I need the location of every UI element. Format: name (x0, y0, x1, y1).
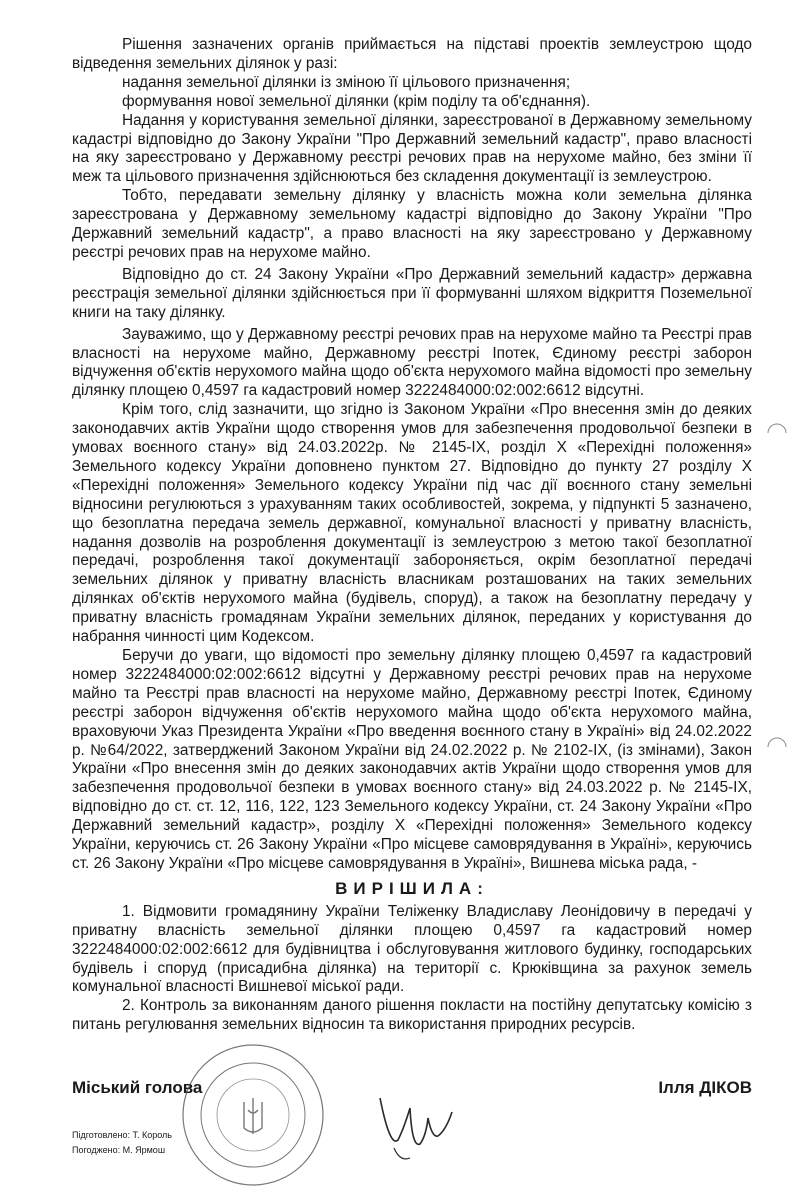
paragraph: Надання у користування земельної ділянки, зареєстрованої в Державному земельному кадастрі відповідно до Закону України "Про Державний земельний кадастр", право власності на яку зареєстровано у Державному реєстрі речових прав на нерухоме майно, без зміни її меж та цільового призначення здійснюються без складення документації із землеустрою. (72, 111, 752, 186)
paragraph: Тобто, передавати земельну ділянку у власність можна коли земельна ділянка зареєстрована у Державному земельному кадастрі відповідно до Закону України "Про Державний земельний кадастр", а право власності на яку зареєстровано у Державному реєстрі речових прав на нерухоме майно. (72, 187, 752, 261)
list-item: надання земельної ділянки із зміною її цільового призначення; (122, 73, 571, 91)
prepared-block (72, 1128, 172, 1158)
paragraph: Рішення зазначених органів приймається на підставі проектів землеустрою щодо відведення земельних ділянок у разі: (72, 36, 752, 72)
punch-hole-icon (762, 418, 792, 448)
paragraph: Беручи до уваги, що відомості про земельну ділянку площею 0,4597 га кадастровий номер 3222484000:02:002:6612 відсутні у Державному реєстрі речових прав на нерухоме майно та Реєстрі прав власності на нерухоме майно, Державному реєстрі Іпотек, Єдиному реєстрі заборон відчуження об'єктів нерухомого майна щодо об'єкта нерухомого майна, враховуючи Указ Президента України «Про введення воєнного стану в Україні» від 24.02.2022 р. №64/2022, затверджений Законом України від 24.02.2022 р. № 2102-IX, (із змінами), Закон України «Про внесення змін до деяких законодавчих актів України щодо створення умов для забезпечення продовольчої безпеки в умовах воєнного стану» від 24.03.2022 р. № 2145-IX, відповідно до ст. ст. 12, 116, 122, 123 Земельного кодексу України, ст. 24 Закону України «Про Державний земельний кадастр», розділу X «Перехідні положення» Земельного кодексу України, керуючись ст. 26 Закону України «Про місцеве самоврядування в Україні», керуючись ст. 26 Закону України «Про місцеве самоврядування в Україні», Вишнева міська рада, - (72, 647, 752, 872)
document-body (72, 36, 752, 1035)
prepared-by: Підготовлено: Т. Король (72, 1130, 172, 1140)
paragraph: Відповідно до ст. 24 Закону України «Про Державний земельний кадастр» державна реєстрація земельної ділянки здійснюється при її формуванні шляхом відкриття Поземельної книги на таку ділянку. (72, 265, 752, 321)
trident-icon (244, 1098, 262, 1134)
signatory-position: Міський голова (72, 1078, 203, 1097)
list-item: формування нової земельної ділянки (крім поділу та об'єднання). (122, 92, 591, 110)
resolution-heading: ВИРІШИЛА: (335, 878, 489, 898)
agreed-by: Погоджено: М. Ярмош (72, 1145, 166, 1155)
signatory-name: Ілля ДІКОВ (658, 1078, 752, 1097)
paragraph: Зауважимо, що у Державному реєстрі речових прав на нерухоме майно та Реєстрі прав власності на нерухоме майно, Державному реєстрі Іпотек, Єдиному реєстрі заборон відчуження об'єктів нерухомого майна щодо об'єкта нерухомого майна відомості про земельну ділянку площею 0,4597 га кадастровий номер 3222484000:02:002:6612 відсутні. (72, 325, 752, 400)
decision-item: 1. Відмовити громадянину України Теліженку Владиславу Леонідовичу в передачі у приватну власність земельної ділянки площею 0,4597 га кадастровий номер 3222484000:02:002:6612 для будівництва і обслуговування житлового будинку, господарських будівель і споруд (присадибна ділянка) на території с. Крюківщина за рахунок земель комунальної власності Вишневої міської ради. (72, 902, 752, 996)
official-seal (178, 1040, 328, 1190)
handwritten-signature (360, 1078, 470, 1168)
paragraph: Крім того, слід зазначити, що згідно із Законом України «Про внесення змін до деяких законодавчих актів України щодо створення умов для забезпечення продовольчої безпеки в умовах воєнного стану» від 24.03.2022р. № 2145-IX, розділ X «Перехідні положення» Земельного кодексу України доповнено пунктом 27. Відповідно до пункту 27 розділу X «Перехідні положення» Земельного кодексу України під час дії воєнного стану земельні відносини регулюються з урахуванням таких особливостей, зокрема, у підпункті 5 зазначено, що безоплатна передача земель державної, комунальної власності у приватну власність, надання дозволів на розроблення документації із землеустрою з метою такої безоплатної передачі, розроблення такої документації забороняється, окрім безоплатної передачі земельних ділянок у приватну власність власникам розташованих на таких земельних ділянках об'єктів нерухомого майна (будівель, споруд), а також на безоплатну передачу у приватну власність громадянам України земельних ділянок, переданих у користування до набрання чинності цим Кодексом. (72, 401, 752, 646)
decision-item: 2. Контроль за виконанням даного рішення покласти на постійну депутатську комісію з питань регулювання земельних відносин та використання природних ресурсів. (72, 997, 752, 1034)
punch-hole-icon (762, 732, 792, 762)
